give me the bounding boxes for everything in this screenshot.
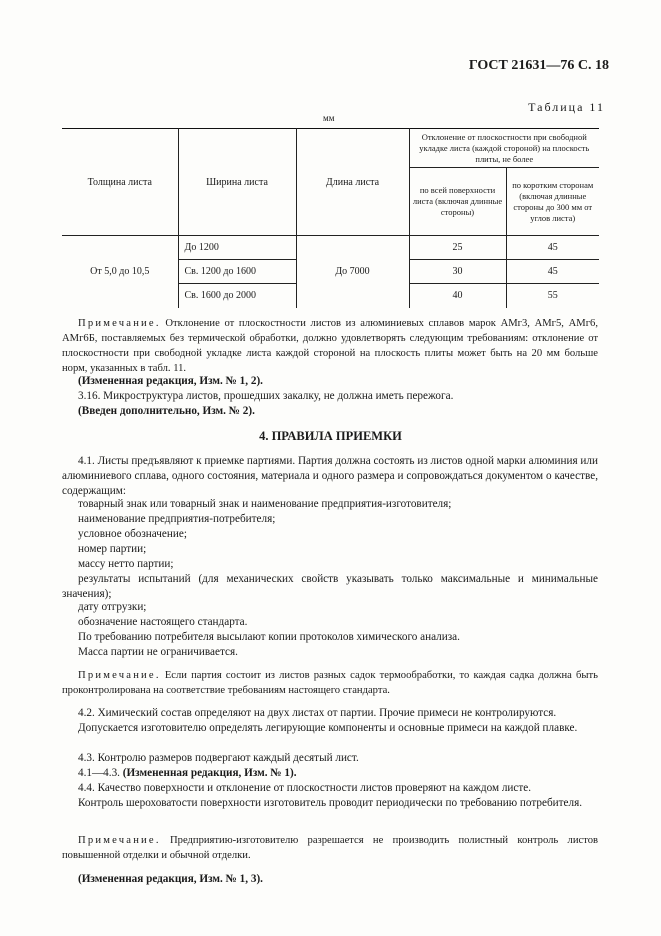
list-item: дату отгрузки; — [78, 601, 147, 613]
note-label: Примечание. — [78, 835, 161, 846]
cell-width: Св. 1600 до 2000 — [178, 284, 296, 308]
note-2 — [62, 668, 598, 698]
page-header: ГОСТ 21631—76 С. 18 — [468, 58, 609, 73]
list-item: массу нетто партии; — [78, 558, 174, 570]
paragraph-mass: Масса партии не ограничивается. — [78, 646, 238, 658]
cell-all: 25 — [409, 236, 506, 260]
paragraph-4-2: 4.2. Химический состав определяют на двух листах от партии. Прочие примеси не контролируются. — [78, 707, 557, 719]
note-text: Предприятию-изготовителю разрешается не производить полистный контроль листов повышенной отделки и обычной отделки. — [62, 835, 598, 861]
cell-short: 55 — [506, 284, 599, 308]
cell-short: 45 — [506, 236, 599, 260]
table-units: мм — [323, 113, 335, 123]
paragraph-4-4: 4.4. Качество поверхности и отклонение от плоскостности листов проверяют на каждом листе. — [78, 782, 532, 794]
added-note: (Введен дополнительно, Изм. № 2). — [78, 405, 255, 417]
edit-text: (Измененная редакция, Изм. № 1). — [122, 767, 297, 779]
note-label: Примечание. — [78, 318, 161, 329]
paragraph-4-1: 4.1. Листы предъявляют к приемке партиями. Партия должна состоять из листов одной марки алюминия или алюминиевого сплава, одного состояния, материала и одного размера и сопровождаться документом о качестве, содержащим: — [62, 455, 598, 497]
edit-prefix: 4.1—4.3. — [78, 767, 120, 779]
paragraph-4-2-b: Допускается изготовителю определять легирующие компоненты и основные примеси на каждой плавке. — [78, 722, 578, 734]
header-length: Длина листа — [296, 129, 409, 236]
list-item: обозначение настоящего стандарта. — [78, 616, 248, 628]
cell-length: До 7000 — [296, 236, 409, 308]
table-caption: Таблица 11 — [528, 100, 605, 114]
cell-width: Св. 1200 до 1600 — [178, 260, 296, 284]
edit-note-1: (Измененная редакция, Изм. № 1, 2). — [78, 375, 263, 387]
list-item: результаты испытаний (для механических свойств указывать только максимальные и минимальные значения); — [62, 573, 598, 600]
subheader-all-surface: по всей поверхности листа (включая длинные стороны) — [409, 168, 506, 236]
note-text: Если партия состоит из листов разных садок термообработки, то каждая садка должна быть проконтролирована на соответствие требованиям настоящего стандарта. — [62, 670, 598, 696]
header-deviation: Отклонение от плоскостности при свободной укладке листа (каждой стороной) на плоскость плиты, не более — [409, 129, 599, 168]
paragraph-3-16: 3.16. Микроструктура листов, прошедших закалку, не должна иметь пережога. — [78, 390, 454, 402]
note-label: Примечание. — [78, 670, 161, 681]
cell-short: 45 — [506, 260, 599, 284]
note-text: Отклонение от плоскостности листов из алюминиевых сплавов марок АМг3, АМг5, АМг6, АМг6Б, поставляемых без термической обработки, должно удовлетворять следующим требованиям: отклонение от плоскостности при свободной укладке листа каждой стороной на плоскость плиты может быть на 20 мм больше норм, указанных в табл. 11. — [62, 318, 598, 374]
edit-note-last: (Измененная редакция, Изм. № 1, 3). — [78, 873, 263, 885]
cell-all: 40 — [409, 284, 506, 308]
cell-all: 30 — [409, 260, 506, 284]
paragraph-4-4-b: Контроль шероховатости поверхности изготовитель проводит периодически по требованию потребителя. — [78, 797, 583, 809]
list-item: номер партии; — [78, 543, 147, 555]
list-item: товарный знак или товарный знак и наименование предприятия-изготовителя; — [78, 498, 452, 510]
edit-note-4-1-4-3 — [62, 766, 598, 781]
table-11 — [62, 128, 599, 308]
list-item: наименование предприятия-потребителя; — [78, 513, 276, 525]
note-1 — [62, 316, 598, 376]
header-thickness: Толщина листа — [62, 129, 178, 236]
cell-width: До 1200 — [178, 236, 296, 260]
note-3 — [62, 833, 598, 863]
cell-thickness: От 5,0 до 10,5 — [62, 236, 178, 308]
subheader-short-sides: по коротким сторонам (включая длинные стороны до 300 мм от углов листа) — [506, 168, 599, 236]
section-title: 4. ПРАВИЛА ПРИЕМКИ — [259, 429, 402, 443]
header-width: Ширина листа — [178, 129, 296, 236]
list-item: условное обозначение; — [78, 528, 187, 540]
paragraph-4-3: 4.3. Контролю размеров подвергают каждый десятый лист. — [78, 752, 359, 764]
paragraph-request: По требованию потребителя высылают копии протоколов химического анализа. — [78, 631, 460, 643]
